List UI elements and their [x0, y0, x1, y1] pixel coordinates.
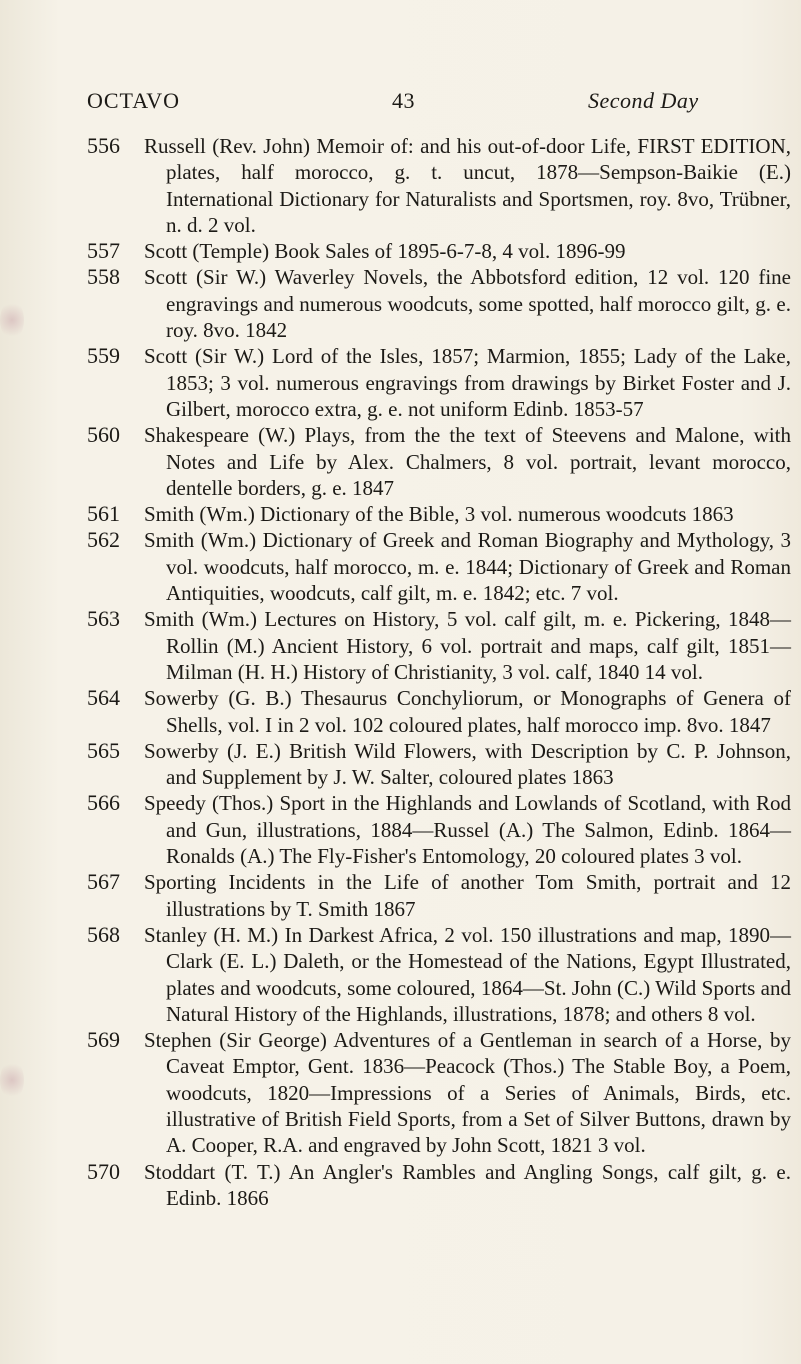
catalogue-entry — [0, 527, 801, 606]
catalogue-entry — [0, 238, 801, 264]
lot-number: 556 — [87, 133, 120, 158]
lot-description: Stoddart (T. T.) An Angler's Rambles and Angling Songs, calf gilt, g. e. Edinb. 1866 — [144, 1159, 791, 1210]
lot-number: 569 — [87, 1027, 120, 1053]
lot-description: Scott (Temple) Book Sales of 1895-6-7-8, 4 vol. 1896-99 — [144, 239, 626, 264]
lot-description: Sowerby (G. B.) Thesaurus Conchyliorum, or Monographs of Genera of Shells, vol. I in 2 vol. 102 coloured plates, half morocco imp. 8vo. 1847 — [144, 686, 791, 737]
catalogue-entry — [0, 685, 801, 738]
lot-description: Speedy (Thos.) Sport in the Highlands and Lowlands of Scotland, with Rod and Gun, illustrations, 1884—Russel (A.) The Salmon, Edinb. 1864—Ronalds (A.) The Fly-Fisher's Entomology, 20 coloured plates 3 vol. — [144, 791, 791, 869]
lot-description: Shakespeare (W.) Plays, from the the text of Steevens and Malone, with Notes and Life by Alex. Chalmers, 8 vol. portrait, levant morocco, dentelle borders, g. e. 1847 — [144, 423, 791, 500]
lot-number: 558 — [87, 264, 120, 290]
lot-number: 559 — [87, 343, 120, 369]
lot-description: Scott (Sir W.) Waverley Novels, the Abbotsford edition, 12 vol. 120 fine engravings and numerous woodcuts, some spotted, half morocco gilt, g. e. roy. 8vo. 1842 — [144, 265, 791, 343]
lot-description: Russell (Rev. John) Memoir of: and his out-of-door Life, FIRST EDITION, plates, half morocco, g. t. uncut, 1878—Sempson-Baikie (E.) International Dictionary for Naturalists and Sportsmen, roy. 8vo, Trübner, n. d. 2 vol. — [144, 134, 791, 237]
page-header — [0, 88, 801, 118]
catalogue-entries — [0, 133, 801, 1211]
lot-number: 562 — [87, 527, 120, 553]
lot-number: 565 — [87, 737, 120, 763]
lot-number: 561 — [87, 501, 120, 527]
lot-number: 557 — [87, 238, 120, 264]
lot-description: Sowerby (J. E.) British Wild Flowers, with Description by C. P. Johnson, and Supplement by J. W. Salter, coloured plates 1863 — [144, 738, 791, 790]
catalogue-entry — [0, 264, 801, 343]
catalogue-entry — [0, 790, 801, 869]
section-title: OCTAVO — [87, 88, 181, 113]
lot-description: Sporting Incidents in the Life of another Tom Smith, portrait and 12 illustrations by T. Smith 1867 — [144, 870, 791, 921]
lot-number: 564 — [87, 685, 120, 711]
catalogue-entry — [0, 422, 801, 501]
lot-number: 567 — [87, 869, 120, 895]
catalogue-entry — [0, 869, 801, 922]
lot-description: Smith (Wm.) Dictionary of the Bible, 3 vol. numerous woodcuts 1863 — [144, 502, 734, 527]
lot-description: Stephen (Sir George) Adventures of a Gentleman in search of a Horse, by Caveat Emptor, Gent. 1836—Peacock (Thos.) The Stable Boy, a Poem, woodcuts, 1820—Impressions of a Series of Animals, Birds, etc. illustrative of British Field Sports, from a Set of Silver Buttons, drawn by A. Cooper, R.A. and engraved by John Scott, 1821 3 vol. — [144, 1028, 791, 1158]
catalogue-entry — [0, 501, 801, 527]
catalogue-entry — [0, 1027, 801, 1158]
lot-description: Stanley (H. M.) In Darkest Africa, 2 vol. 150 illustrations and map, 1890—Clark (E. L.) Daleth, or the Homestead of the Nations, Egypt Illustrated, plates and woodcuts, some coloured, 1864—St. John (C.) Wild Sports and Natural History of the Highlands, illustrations, 1878; and others 8 vol. — [144, 922, 791, 1026]
page-number: 43 — [392, 88, 415, 113]
lot-description: Smith (Wm.) Dictionary of Greek and Roman Biography and Mythology, 3 vol. woodcuts, half morocco, m. e. 1844; Dictionary of Greek and Roman Antiquities, woodcuts, calf gilt, m. e. 1842; etc. 7 vol. — [144, 528, 791, 606]
catalogue-entry — [0, 133, 801, 238]
lot-number: 566 — [87, 790, 120, 816]
lot-description: Scott (Sir W.) Lord of the Isles, 1857; Marmion, 1855; Lady of the Lake, 1853; 3 vol. numerous engravings from drawings by Birket Foster and J. Gilbert, morocco extra, g. e. not uniform Edinb. 1853-57 — [144, 344, 791, 421]
catalogue-entry — [0, 343, 801, 422]
lot-number: 570 — [87, 1158, 120, 1184]
catalogue-entry — [0, 738, 801, 791]
lot-number: 563 — [87, 606, 120, 632]
catalogue-entry — [0, 1159, 801, 1212]
lot-description: Smith (Wm.) Lectures on History, 5 vol. calf gilt, m. e. Pickering, 1848—Rollin (M.) Ancient History, 6 vol. portrait and maps, calf gilt, 1851—Milman (H. H.) History of Christianity, 3 vol. calf, 1840 14 vol. — [144, 607, 791, 684]
lot-number: 560 — [87, 422, 120, 448]
lot-number: 568 — [87, 921, 120, 947]
catalogue-entry — [0, 606, 801, 685]
sale-day: Second Day — [588, 88, 699, 113]
catalogue-entry — [0, 922, 801, 1027]
